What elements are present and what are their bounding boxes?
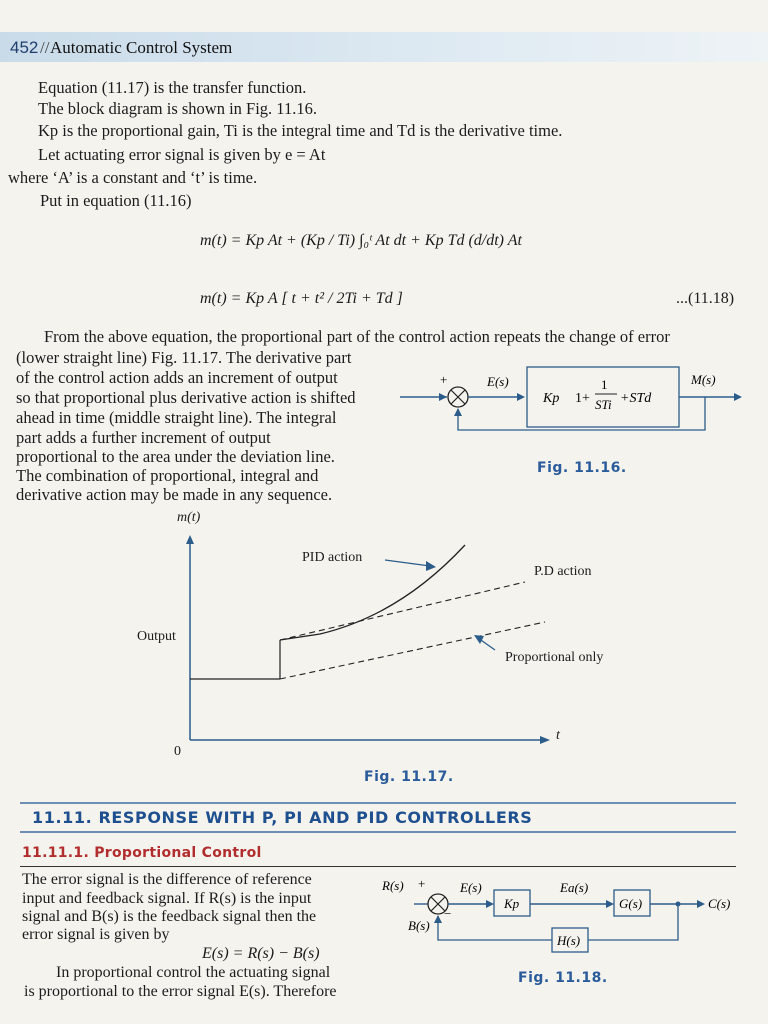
body-line-4: so that proportional plus derivative action is shifted — [16, 388, 356, 407]
input-arrowhead — [439, 393, 447, 401]
proportional-only-label: Proportional only — [505, 650, 604, 665]
output-arrowhead — [734, 393, 742, 401]
graph-y-label: m(t) — [177, 510, 201, 525]
body-line-2: (lower straight line) Fig. 11.17. The derivative part — [16, 348, 352, 367]
t-axis-label: t — [556, 728, 560, 743]
block-plus: 1+ — [575, 391, 590, 406]
body-line-9: derivative action may be made in any sequence. — [16, 485, 333, 504]
block-std: +STd — [620, 391, 652, 406]
fig18-cs: C(s) — [708, 896, 731, 911]
eas-label: Ea(s) — [560, 880, 589, 895]
fig18-minus: − — [444, 906, 452, 921]
body-line-5: ahead in time (middle straight line). The integral — [16, 408, 337, 427]
section-rule-bottom — [20, 831, 736, 833]
body-line-3: of the control action adds an increment of output — [16, 368, 338, 387]
header-separator: // — [40, 38, 50, 57]
intro-line-2: The block diagram is shown in Fig. 11.16. — [38, 99, 317, 118]
fig-11-18-caption: Fig. 11.18. — [518, 970, 608, 986]
block-one: 1 — [601, 377, 608, 392]
pid-pointer-head — [426, 561, 436, 571]
pid-action-label: PID action — [302, 550, 363, 565]
fig18-kp: Kp — [504, 896, 520, 911]
body-line-8: The combination of proportional, integral and — [16, 466, 319, 485]
section-rule-top — [20, 802, 736, 804]
equation-2: m(t) = Kp A [ t + t² / 2Ti + Td ] — [200, 290, 403, 307]
feedback-to-sum — [438, 916, 552, 940]
fig18-gs: G(s) — [619, 896, 643, 911]
fig-11-16-diagram — [395, 362, 755, 462]
fig-11-18-diagram — [378, 872, 748, 972]
ea-arrowhead — [606, 900, 614, 908]
page-number: 452 — [10, 38, 39, 57]
fig18-feedback-arrowhead — [434, 915, 442, 923]
section-line-3: signal and B(s) is the feedback signal then the — [22, 908, 317, 925]
fig18-hs: H(s) — [557, 933, 581, 948]
es-label: E(s) — [487, 374, 509, 389]
equation-1: m(t) = Kp At + (Kp / Ti) ∫₀ᵗ At dt + Kp Td (d/dt) At — [200, 232, 522, 249]
intro-line-6: Put in equation (11.16) — [40, 191, 192, 210]
subsection-heading: 11.11.1. Proportional Control — [22, 845, 262, 861]
c-arrowhead — [697, 900, 705, 908]
y-axis-arrowhead — [186, 535, 194, 544]
section-equation: E(s) = R(s) − B(s) — [202, 945, 320, 962]
subsection-rule — [20, 866, 736, 867]
intro-line-3: Kp is the proportional gain, Ti is the integral time and Td is the derivative time. — [38, 121, 563, 140]
body-line-6: part adds a further increment of output — [16, 428, 271, 447]
pd-action-label: P.D action — [534, 564, 592, 579]
fig18-es-label: E(s) — [460, 880, 482, 895]
fig-11-17-caption: Fig. 11.17. — [364, 769, 454, 785]
origin-label: 0 — [174, 744, 181, 759]
plus-sign: + — [440, 372, 448, 387]
section-line-5: In proportional control the actuating signal — [56, 964, 331, 981]
e-arrowhead — [486, 900, 494, 908]
pid-pointer — [385, 560, 430, 566]
bs-label: B(s) — [408, 918, 430, 933]
fig18-plus: + — [418, 876, 426, 891]
section-heading: 11.11. RESPONSE WITH P, PI AND PID CONTROLLERS — [32, 808, 533, 827]
section-line-4: error signal is given by — [22, 926, 170, 943]
section-line-2: input and feedback signal. If R(s) is the input — [22, 890, 312, 907]
section-line-6: is proportional to the error signal E(s). Therefore — [24, 983, 337, 1000]
feedback-arrowhead — [454, 408, 462, 416]
section-line-1: The error signal is the difference of reference — [22, 871, 312, 888]
pd-line — [280, 582, 525, 640]
ms-label: M(s) — [691, 372, 716, 387]
block-kp: Kp — [543, 391, 560, 406]
body-line-7: proportional to the area under the deviation line. — [16, 447, 335, 466]
fig-11-16-caption: Fig. 11.16. — [537, 460, 627, 476]
x-axis-arrowhead — [540, 736, 550, 744]
intro-line-1: Equation (11.17) is the transfer function. — [38, 78, 307, 97]
rs-label: R(s) — [382, 878, 404, 893]
proportional-pointer-head — [474, 635, 484, 644]
intro-line-5: where ‘A’ is a constant and ‘t’ is time. — [8, 168, 258, 187]
intro-line-4: Let actuating error signal is given by e = At — [38, 145, 326, 164]
equation-number: ...(11.18) — [676, 290, 735, 307]
running-title: Automatic Control System — [50, 38, 233, 57]
body-line-1: From the above equation, the proportional part of the control action repeats the change of error — [44, 327, 670, 346]
output-label: Output — [137, 629, 176, 644]
error-arrowhead — [517, 393, 525, 401]
block-sti: STi — [595, 397, 612, 412]
